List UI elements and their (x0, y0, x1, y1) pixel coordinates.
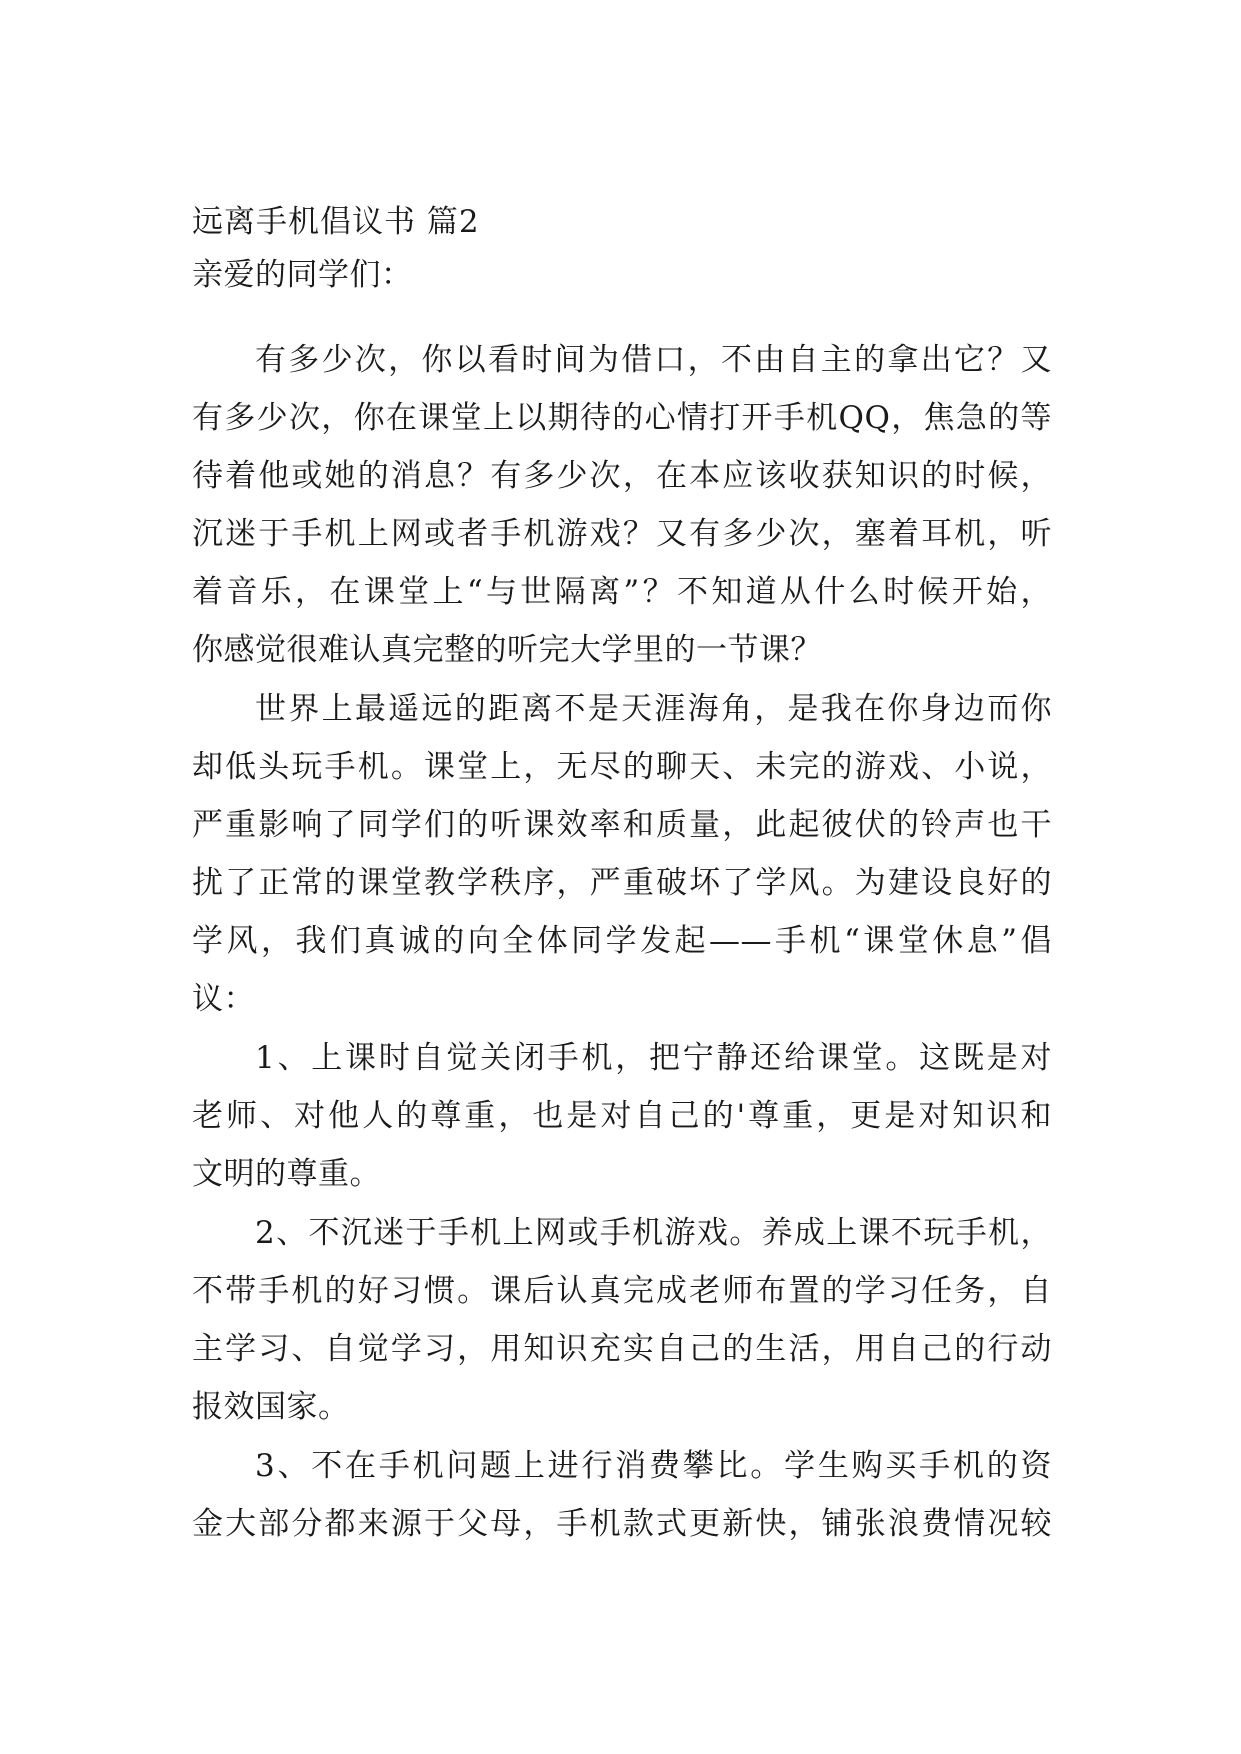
paragraph-2-line-5: 学风，我们真诚的向全体同学发起——手机“课堂休息”倡 (192, 923, 1052, 959)
document-title: 远离手机倡议书 篇2 (192, 204, 480, 240)
paragraph-5-line-1: 3、不在手机问题上进行消费攀比。学生购买手机的资 (255, 1448, 1052, 1484)
paragraph-1-line-6: 你感觉很难认真完整的听完大学里的一节课？ (192, 632, 822, 668)
paragraph-1-line-2: 有多少次，你在课堂上以期待的心情打开手机QQ，焦急的等 (192, 400, 1052, 436)
paragraph-2-line-4: 扰了正常的课堂教学秩序，严重破坏了学风。为建设良好的 (192, 865, 1052, 901)
paragraph-4-line-4: 报效国家。 (192, 1389, 350, 1425)
paragraph-1-line-1: 有多少次，你以看时间为借口，不由自主的拿出它？又 (255, 342, 1052, 378)
paragraph-5-line-2: 金大部分都来源于父母，手机款式更新快，铺张浪费情况较 (192, 1506, 1052, 1542)
paragraph-1-line-4: 沉迷于手机上网或者手机游戏？又有多少次，塞着耳机，听 (192, 516, 1052, 552)
paragraph-3-line-3: 文明的尊重。 (192, 1156, 381, 1192)
paragraph-4-line-3: 主学习、自觉学习，用知识充实自己的生活，用自己的行动 (192, 1331, 1052, 1367)
paragraph-1-line-5: 着音乐，在课堂上“与世隔离”？不知道从什么时候开始， (192, 574, 1052, 610)
paragraph-2-line-2: 却低头玩手机。课堂上，无尽的聊天、未完的游戏、小说， (192, 749, 1052, 785)
salutation: 亲爱的同学们： (192, 257, 413, 293)
paragraph-3-line-1: 1、上课时自觉关闭手机，把宁静还给课堂。这既是对 (255, 1040, 1052, 1076)
paragraph-2-line-1: 世界上最遥远的距离不是天涯海角，是我在你身边而你 (255, 691, 1052, 727)
paragraph-2-line-3: 严重影响了同学们的听课效率和质量，此起彼伏的铃声也干 (192, 807, 1052, 843)
paragraph-4-line-1: 2、不沉迷于手机上网或手机游戏。养成上课不玩手机， (255, 1215, 1052, 1251)
paragraph-1-line-3: 待着他或她的消息？有多少次，在本应该收获知识的时候， (192, 458, 1052, 494)
paragraph-3-line-2: 老师、对他人的尊重，也是对自己的'尊重，更是对知识和 (192, 1098, 1052, 1134)
paragraph-4-line-2: 不带手机的好习惯。课后认真完成老师布置的学习任务，自 (192, 1273, 1052, 1309)
paragraph-2-line-6: 议： (192, 981, 255, 1017)
